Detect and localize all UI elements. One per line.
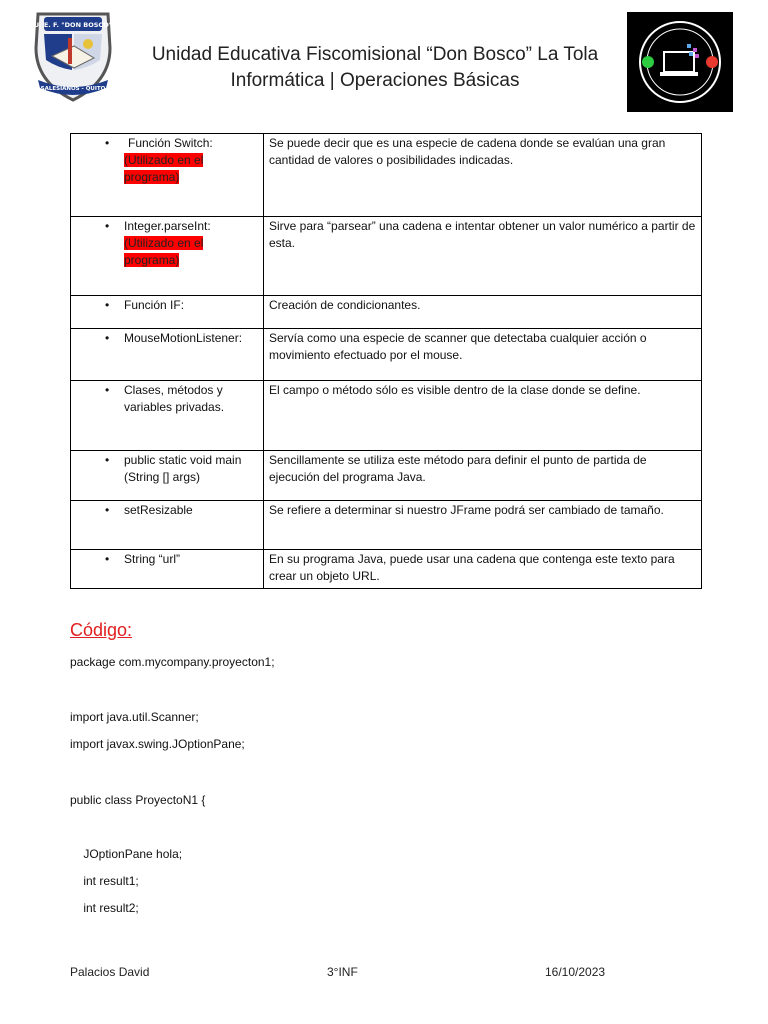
code-line: package com.mycompany.proyecton1; xyxy=(70,655,275,669)
term-cell xyxy=(71,550,264,589)
bullet-icon: • xyxy=(105,331,110,345)
concepts-table xyxy=(70,133,702,589)
description-cell: Servía como una especie de scanner que detectaba cualquier acción o movimiento efectuado por el mouse. xyxy=(264,329,702,381)
term-cell xyxy=(71,501,264,550)
term-cell xyxy=(71,329,264,381)
school-crest-logo xyxy=(30,8,116,104)
table-row xyxy=(71,217,702,296)
subject-title: Informática | Operaciones Básicas xyxy=(230,70,520,91)
table-row xyxy=(71,134,702,217)
term-text: setResizable xyxy=(124,503,193,517)
description-cell: En su programa Java, puede usar una cadena que contenga este texto para crear un objeto URL. xyxy=(264,550,702,589)
footer-course: 3°INF xyxy=(327,965,358,979)
term-text: Clases, métodos y variables privadas. xyxy=(124,383,225,414)
description-cell: Sirve para “parsear” una cadena e intentar obtener un valor numérico a partir de esta. xyxy=(264,217,702,296)
term-text: MouseMotionListener: xyxy=(124,331,243,345)
footer-author: Palacios David xyxy=(70,965,150,979)
term-text: public static void main (String [] args) xyxy=(124,453,242,484)
table-row xyxy=(71,451,702,501)
term-cell xyxy=(71,381,264,451)
code-line: int result1; xyxy=(70,874,139,888)
bullet-icon: • xyxy=(105,136,110,150)
code-line: import java.util.Scanner; xyxy=(70,710,199,724)
highlight-note: (Utilizado en el programa) xyxy=(124,236,204,267)
document-title-block xyxy=(125,42,625,94)
term-cell xyxy=(71,451,264,501)
term-cell xyxy=(71,296,264,329)
code-line: int result2; xyxy=(70,901,139,915)
bullet-icon: • xyxy=(105,383,110,397)
table-row xyxy=(71,296,702,329)
bullet-icon: • xyxy=(105,503,110,517)
bullet-icon: • xyxy=(105,453,110,467)
bullet-icon: • xyxy=(105,552,110,566)
highlight-note: (Utilizado en el programa) xyxy=(124,153,204,184)
code-line: JOptionPane hola; xyxy=(70,847,183,861)
bullet-icon: • xyxy=(105,298,110,312)
description-cell: El campo o método sólo es visible dentro de la clase donde se define. xyxy=(264,381,702,451)
term-cell xyxy=(71,134,264,217)
term-text: Función Switch: xyxy=(128,136,213,150)
description-cell: Se refiere a determinar si nuestro JFrame podrá ser cambiado de tamaño. xyxy=(264,501,702,550)
code-line: public class ProyectoN1 { xyxy=(70,793,206,807)
description-cell: Creación de condicionantes. xyxy=(264,296,702,329)
footer-date: 16/10/2023 xyxy=(545,965,606,979)
table-row xyxy=(71,329,702,381)
term-text: String “url” xyxy=(124,552,181,566)
code-heading: Código: xyxy=(70,620,133,640)
bullet-icon: • xyxy=(105,219,110,233)
document-header xyxy=(0,0,768,120)
term-text: Función IF: xyxy=(124,298,185,312)
crest-badge-text: U. E. F. "DON BOSCO" xyxy=(33,21,113,29)
description-cell: Se puede decir que es una especie de cadena donde se evalúan una gran cantidad de valores o posibilidades indicadas. xyxy=(264,134,702,217)
term-cell xyxy=(71,217,264,296)
table-row xyxy=(71,550,702,589)
description-cell: Sencillamente se utiliza este método para definir el punto de partida de ejecución del programa Java. xyxy=(264,451,702,501)
table-row xyxy=(71,381,702,451)
code-line: import javax.swing.JOptionPane; xyxy=(70,737,245,751)
table-row xyxy=(71,501,702,550)
school-title: Unidad Educativa Fiscomisional “Don Bosco” La Tola xyxy=(151,44,599,65)
crest-ribbon-text: SALESIANOS - QUITO xyxy=(40,86,106,92)
term-text: Integer.parseInt: xyxy=(124,219,211,233)
computer-club-logo xyxy=(627,12,733,112)
